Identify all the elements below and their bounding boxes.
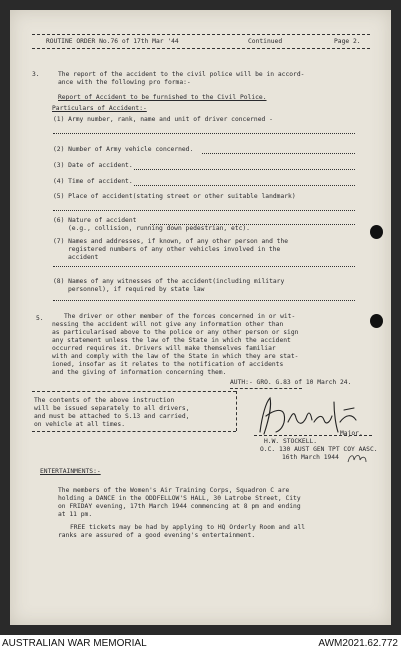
item-3-label: (3) Date of accident. — [53, 162, 133, 169]
footer-accession-number: AWM2021.62.772 — [318, 638, 398, 649]
para5-line-3: as particularised above to the police or any other person or sign — [52, 329, 299, 336]
para3-number: 3. — [32, 71, 40, 78]
punch-hole-lower — [370, 314, 383, 328]
para5-line-1: The driver or other member of the forces concerned in or wit- — [64, 313, 296, 320]
continued-label: Continued — [248, 38, 283, 45]
item-7-line-1: (7) Names and addresses, if known, of any other person and the — [53, 238, 289, 245]
archive-footer — [0, 635, 401, 653]
para5-line-5: occurred requires it. Drivers will make themselves familiar — [52, 345, 276, 352]
item-1-blank — [53, 133, 355, 134]
notice-line-1: The contents of the above instruction — [34, 397, 175, 404]
item-4-blank — [134, 185, 355, 186]
item-2-label: (2) Number of Army vehicle concerned. — [53, 146, 194, 153]
notice-line-3: and must be attached to S.13 and carried, — [34, 413, 190, 420]
para3-intro-line-2: ance with the following pro forma:- — [58, 79, 191, 86]
para3-intro-line-1: The report of the accident to the civil police will be in accord- — [58, 71, 305, 78]
entertainments-p2-line-2: ranks are assured of a good evening's entertainment. — [58, 532, 256, 539]
para5-line-8: and the giving of information concerning them. — [52, 369, 227, 376]
item-8-line-2: personnel), if required by state law — [68, 286, 205, 293]
report-heading: Report of Accident to be furnished to the Civil Police. — [58, 94, 267, 101]
item-3-blank — [134, 169, 355, 170]
notice-line-4: on vehicle at all times. — [34, 421, 125, 428]
item-8-line-1: (8) Names of any witnesses of the accident(including military — [53, 278, 285, 285]
entertainments-p2-line-1: FREE tickets may be had by applying to HQ Orderly Room and all — [70, 524, 306, 531]
para5-line-2: nessing the accident will not give any information other than — [52, 321, 284, 328]
notice-bottom-rule — [32, 431, 236, 432]
item-7-blank — [53, 266, 355, 267]
item-7-line-2: registered numbers of any other vehicles involved in the — [68, 246, 281, 253]
signatory-rank: Major. — [340, 430, 363, 437]
entertainments-p1-line-2: holding a DANCE in the ODDFELLOW'S HALL, 30 Latrobe Street, City — [58, 495, 301, 502]
entertainments-p1-line-1: The members of the Women's Air Training Corps, Squadron C are — [58, 487, 290, 494]
entertainments-p1-line-4: at 11 pm. — [58, 511, 93, 518]
item-5-label: (5) Place of accident(stating street or other suitable landmark) — [53, 193, 296, 200]
page-number: Page 2. — [334, 38, 361, 45]
item-7-line-3: accident — [68, 254, 99, 261]
header-bottom-rule — [32, 48, 370, 49]
item-8-blank — [53, 300, 355, 301]
authority-reference: AUTH:- GRO. G.83 of 10 March 24. — [230, 379, 352, 386]
entertainments-heading: ENTERTAINMENTS:- — [40, 468, 101, 475]
particulars-heading: Particulars of Accident:- — [52, 105, 147, 112]
signatory-unit: O.C. 130 AUST GEN TPT COY AASC. — [260, 446, 378, 453]
authority-underline — [230, 388, 302, 389]
item-2-blank — [202, 153, 355, 154]
para5-line-4: any statement unless the law of the State in which the accident — [52, 337, 291, 344]
para5-line-6: with and comply with the law of the State in which they are stat- — [52, 353, 299, 360]
handwritten-initials — [346, 452, 368, 464]
notice-top-rule — [32, 391, 236, 392]
signatory-name: H.W. STOCKELL. — [264, 438, 318, 445]
para5-line-7: ioned, insofar as it relates to the notification of accidents — [52, 361, 284, 368]
header-top-rule — [32, 34, 370, 35]
footer-institution: AUSTRALIAN WAR MEMORIAL — [2, 638, 147, 649]
para5-number: 5. — [36, 315, 44, 322]
notice-right-rule — [236, 391, 237, 431]
punch-hole-upper — [370, 225, 383, 239]
item-5-blank — [53, 210, 355, 211]
signature-date: 16th March 1944 — [282, 454, 339, 461]
item-6-sub: (e.g., collision, running down pedestrian, etc). — [68, 225, 250, 232]
routine-order-title: ROUTINE ORDER No.76 of 17th Mar '44 — [46, 38, 179, 45]
item-4-label: (4) Time of accident. — [53, 178, 133, 185]
entertainments-p1-line-3: on FRIDAY evening, 17th March 1944 commencing at 8 pm and ending — [58, 503, 301, 510]
item-1-label: (1) Army number, rank, name and unit of driver concerned - — [53, 116, 273, 123]
notice-line-2: will be issued separately to all drivers, — [34, 405, 190, 412]
item-6-label: (6) Nature of accident — [53, 217, 137, 224]
document-page — [10, 10, 391, 625]
